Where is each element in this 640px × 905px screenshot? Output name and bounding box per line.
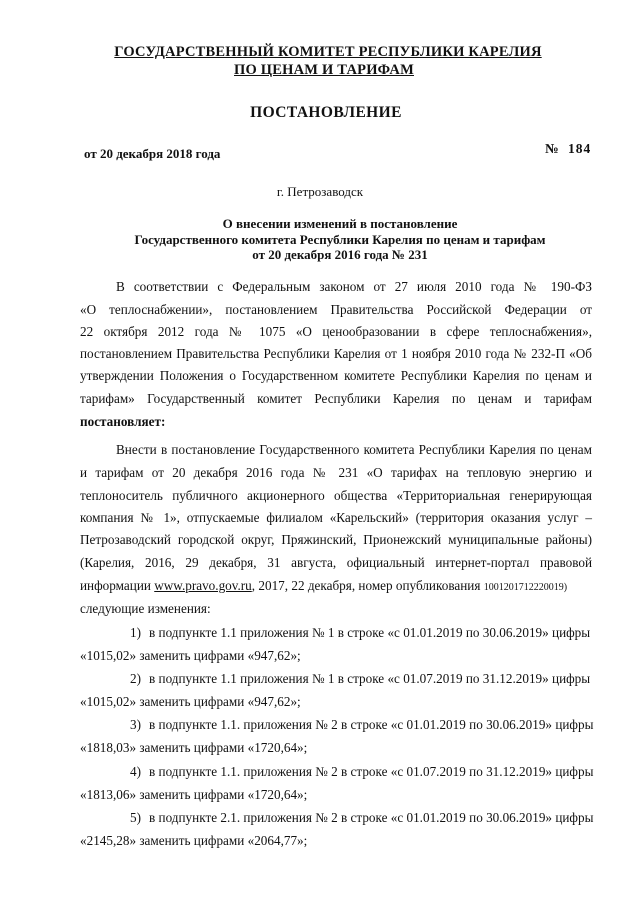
preamble-line: В соответствии с Федеральным законом от 27 июля 2010 года № 190-ФЗ [116,279,592,294]
body-line: и тарифам от 20 декабря 2016 года № 231 «О тарифах на тепловую энергию и [80,465,592,480]
document-type-title: ПОСТАНОВЛЕНИЕ [250,104,402,121]
organization-name-line2: ПО ЦЕНАМ И ТАРИФАМ [234,62,414,78]
pravo-portal-link[interactable]: www.pravo.gov.ru [154,578,252,593]
item-number: 5) [130,810,141,825]
list-item [130,810,593,826]
subject-line: О внесении изменений в постановление [222,216,458,231]
item-text: в подпункте 1.1 приложения № 1 в строке «с 01.07.2019 по 31.12.2019» цифры [149,671,591,686]
organization-name-line1: ГОСУДАРСТВЕННЫЙ КОМИТЕТ РЕСПУБЛИКИ КАРЕЛИЯ [114,44,542,60]
item-continuation: «1015,02» заменить цифрами «947,62»; [80,648,301,663]
body-text: , 2017, 22 декабря, номер опубликования [251,578,481,593]
document-date: от 20 декабря 2018 года [84,146,221,161]
body-line: Петрозаводский городской округ, Пряжинский, Прионежский муниципальные районы) [80,532,592,547]
item-continuation: «1015,02» заменить цифрами «947,62»; [80,694,301,709]
publication-number: 1001201712220019) [483,582,568,593]
item-text: в подпункте 1.1 приложения № 1 в строке «с 01.01.2019 по 30.06.2019» цифры [149,625,591,640]
preamble-line: 22 октября 2012 года № 1075 «О ценообразовании в сфере теплоснабжения», [80,324,592,339]
preamble-line: постановлением Правительства Республики Карелия от 1 ноября 2010 года № 232-П «Об [80,346,592,361]
body-text: информации [80,578,151,593]
item-number: 1) [130,625,141,640]
subject-line: Государственного комитета Республики Карелия по ценам и тарифам [134,231,546,247]
item-number: 2) [130,671,141,686]
preamble-line: тарифам» Государственный комитет Республики Карелия по ценам и тарифам [80,391,592,406]
item-continuation: «2145,28» заменить цифрами «2064,77»; [80,833,308,848]
decree-word: постановляет: [80,414,166,429]
item-text: в подпункте 2.1. приложения № 2 в строке «с 01.01.2019 по 30.06.2019» цифры [149,810,594,825]
item-continuation: «1813,06» заменить цифрами «1720,64»; [80,787,308,802]
list-item [130,764,593,780]
body-line: компания № 1», отпускаемые филиалом «Карельский» (территория оказания услуг – [80,510,592,525]
body-last-line [80,578,567,594]
item-text: в подпункте 1.1. приложения № 2 в строке «с 01.07.2019 по 31.12.2019» цифры [149,764,594,779]
document-subject [0,216,640,263]
item-number: 3) [130,717,141,732]
list-item [130,717,593,733]
list-item [130,671,590,687]
body-line: Внести в постановление Государственного комитета Республики Карелия по ценам [116,442,592,457]
list-item [130,625,590,641]
preamble-line: «О теплоснабжении», постановлением Правительства Российской Федерации от [80,302,592,317]
body-line: (Карелия, 2016, 29 декабря, 31 августа, официальный интернет-портал правовой [80,555,592,570]
changes-intro: следующие изменения: [80,601,211,616]
item-continuation: «1818,03» заменить цифрами «1720,64»; [80,740,308,755]
preamble-line: утверждении Положения о Государственном комитете Республики Карелия по ценам и [80,368,592,383]
document-number: № 184 [545,141,592,156]
body-line: теплоноситель публичного акционерного общества «Территориальная генерирующая [80,488,592,503]
subject-line: от 20 декабря 2016 года № 231 [252,247,428,262]
item-number: 4) [130,764,141,779]
item-text: в подпункте 1.1. приложения № 2 в строке «с 01.01.2019 по 30.06.2019» цифры [149,717,594,732]
document-city: г. Петрозаводск [276,184,364,199]
